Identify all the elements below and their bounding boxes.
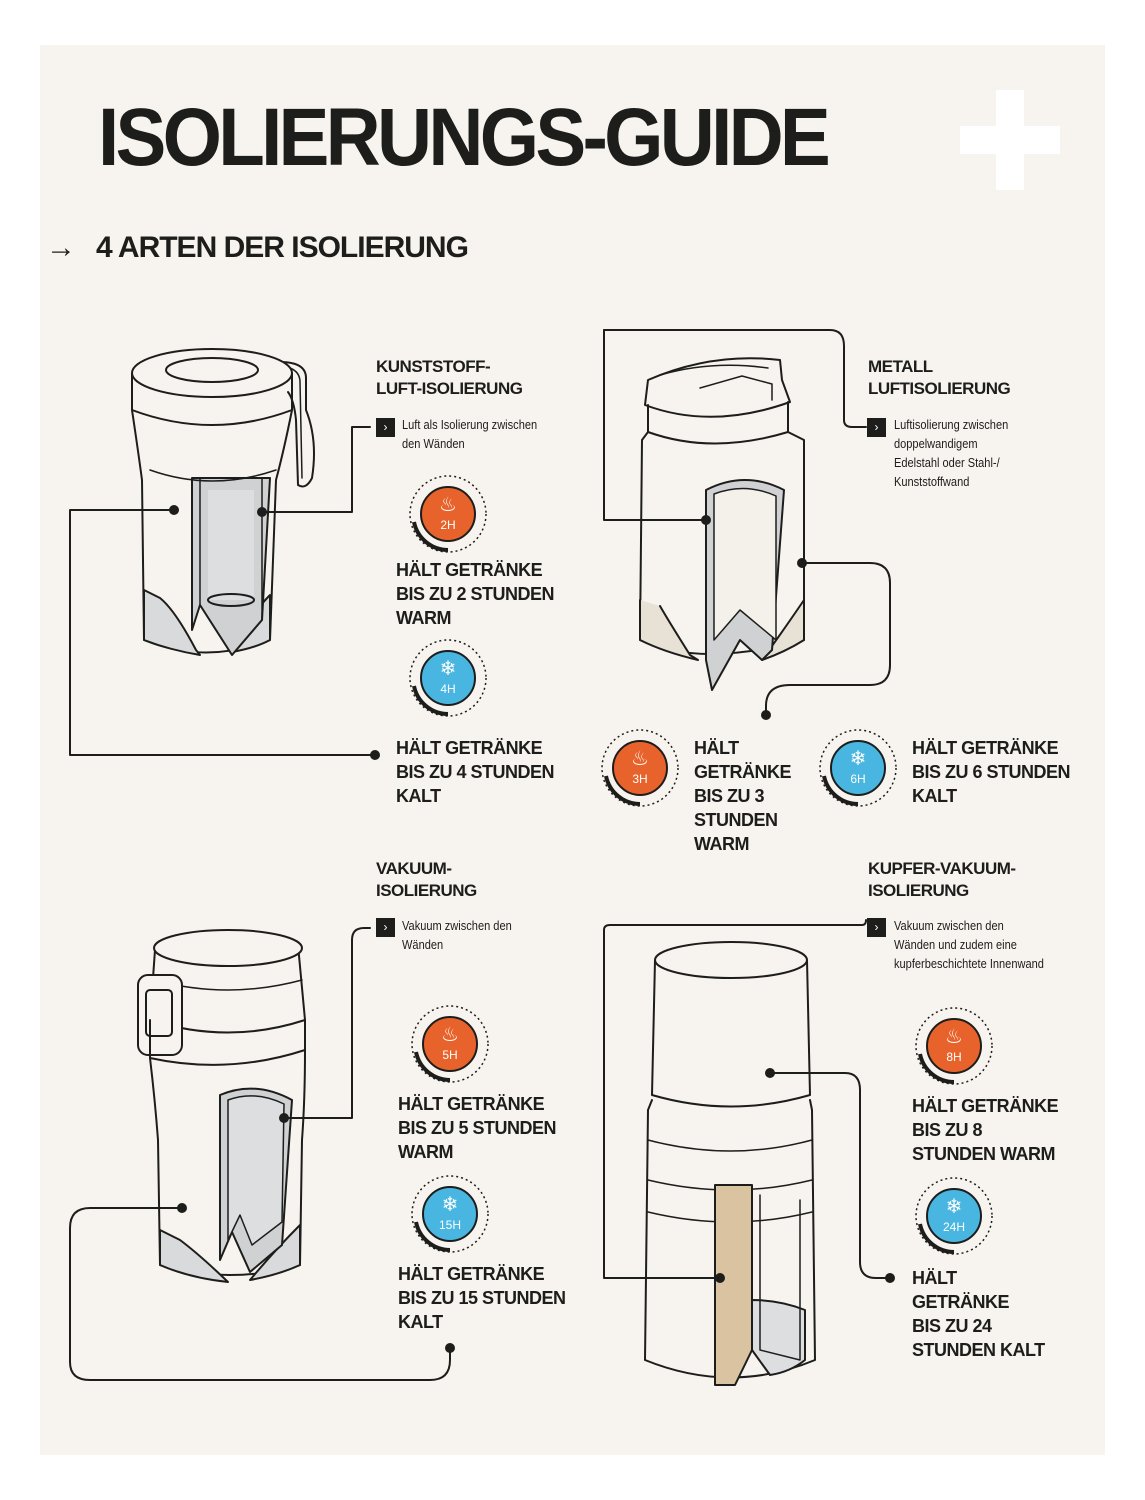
type-4-description-line: Vakuum zwischen den [894, 918, 1004, 933]
type-4-warm-caption [912, 1094, 1058, 1166]
caption-line: BIS ZU 8 [912, 1120, 983, 1140]
type-2-description-line: Luftisolierung zwischen [894, 417, 1009, 432]
type-3-heading-line: ISOLIERUNG [376, 881, 477, 900]
type-3-description [402, 916, 512, 954]
caption-line: STUNDEN KALT [912, 1340, 1045, 1360]
type-2-warm-caption [694, 736, 791, 856]
caption-line: STUNDEN WARM [912, 1144, 1055, 1164]
section-subtitle: 4 ARTEN DER ISOLIERUNG [96, 231, 468, 264]
type-1-description-line: Luft als Isolierung zwischen [402, 417, 538, 432]
type-2-cold-caption [912, 736, 1070, 808]
bullet-arrow-icon: › [376, 918, 395, 937]
type-3-heading-line: VAKUUM- [376, 859, 452, 878]
caption-line: BIS ZU 24 [912, 1316, 992, 1336]
type-4-cold-caption [912, 1266, 1045, 1362]
type-3-warm-badge [408, 1002, 492, 1086]
type-4-heading [868, 858, 1016, 902]
snowflake-icon: ❄ [439, 658, 457, 680]
type-3-cold-caption [398, 1262, 566, 1334]
metal-air-tumbler-illustration [604, 330, 866, 690]
caption-line: HÄLT GETRÄNKE [912, 738, 1059, 758]
caption-line: GETRÄNKE [694, 762, 792, 782]
snowflake-icon: ❄ [441, 1194, 459, 1216]
hours-label: 15H [438, 1218, 461, 1232]
type-2-description [894, 415, 1008, 491]
caption-line: KALT [912, 786, 957, 806]
type-3-heading [376, 858, 477, 902]
caption-line: BIS ZU 5 STUNDEN [398, 1118, 557, 1138]
type-1-cold-caption [396, 736, 554, 808]
bullet-arrow-icon: › [867, 918, 886, 937]
type-4-description-line: Wänden und zudem eine [894, 937, 1017, 952]
caption-line: KALT [396, 786, 441, 806]
caption-line: BIS ZU 4 STUNDEN [396, 762, 555, 782]
caption-line: WARM [396, 608, 451, 628]
type-3-description-line: Vakuum zwischen den [402, 918, 512, 933]
type-2-cold-badge [816, 726, 900, 810]
type-1-warm-caption [396, 558, 554, 630]
steam-icon: ♨ [441, 1024, 459, 1046]
type-1-description [402, 415, 537, 453]
caption-line: WARM [398, 1142, 453, 1162]
type-3-warm-caption [398, 1092, 556, 1164]
caption-line: BIS ZU 3 [694, 786, 765, 806]
type-2-warm-badge [598, 726, 682, 810]
caption-line: HÄLT GETRÄNKE [398, 1094, 545, 1114]
type-1-cold-badge [406, 636, 490, 720]
vacuum-mug-illustration [138, 930, 305, 1282]
hours-label: 5H [442, 1048, 458, 1062]
caption-line: HÄLT GETRÄNKE [396, 738, 543, 758]
hours-label: 4H [440, 682, 456, 696]
arrow-right-icon: → [46, 231, 76, 264]
plastic-air-mug-illustration [132, 349, 314, 655]
hours-label: 8H [946, 1050, 962, 1064]
type-2-description-line: Kunststoffwand [894, 474, 970, 489]
hours-label: 24H [942, 1220, 965, 1234]
caption-line: BIS ZU 2 STUNDEN [396, 584, 555, 604]
type-1-heading-line: KUNSTSTOFF- [376, 357, 491, 376]
hours-label: 2H [440, 518, 456, 532]
bullet-arrow-icon: › [867, 418, 886, 437]
caption-line: HÄLT GETRÄNKE [398, 1264, 545, 1284]
type-1-warm-badge [406, 472, 490, 556]
copper-vacuum-bottle-illustration [645, 942, 815, 1385]
type-3-cold-badge [408, 1172, 492, 1256]
snowflake-icon: ❄ [849, 748, 867, 770]
steam-icon: ♨ [439, 494, 457, 516]
type-4-description-line: kupferbeschichtete Innenwand [894, 956, 1044, 971]
page-title: ISOLIERUNGS-GUIDE [98, 92, 828, 183]
caption-line: STUNDEN [694, 810, 778, 830]
type-2-description-line: doppelwandigem [894, 436, 978, 451]
caption-line: KALT [398, 1312, 443, 1332]
caption-line: BIS ZU 15 STUNDEN [398, 1288, 566, 1308]
steam-icon: ♨ [631, 748, 649, 770]
steam-icon: ♨ [945, 1026, 963, 1048]
type-4-warm-badge [912, 1004, 996, 1088]
type-2-heading-line: METALL [868, 357, 933, 376]
type-2-description-line: Edelstahl oder Stahl-/ [894, 455, 1000, 470]
type-4-cold-badge [912, 1174, 996, 1258]
caption-line: HÄLT GETRÄNKE [396, 560, 543, 580]
bullet-arrow-icon: › [376, 418, 395, 437]
caption-line: WARM [694, 834, 749, 854]
type-1-heading-line: LUFT-ISOLIERUNG [376, 379, 523, 398]
hours-label: 6H [850, 772, 866, 786]
caption-line: GETRÄNKE [912, 1292, 1010, 1312]
caption-line: HÄLT [694, 738, 739, 758]
caption-line: BIS ZU 6 STUNDEN [912, 762, 1071, 782]
type-1-heading [376, 356, 522, 400]
snowflake-icon: ❄ [945, 1196, 963, 1218]
type-3-description-line: Wänden [402, 937, 444, 952]
hours-label: 3H [632, 772, 648, 786]
type-2-heading-line: LUFTISOLIERUNG [868, 379, 1011, 398]
type-1-description-line: den Wänden [402, 436, 465, 451]
caption-line: HÄLT GETRÄNKE [912, 1096, 1059, 1116]
type-4-heading-line: KUPFER-VAKUUM- [868, 859, 1016, 878]
type-4-heading-line: ISOLIERUNG [868, 881, 969, 900]
type-2-heading [868, 356, 1010, 400]
type-4-description [894, 916, 1044, 973]
caption-line: HÄLT [912, 1268, 957, 1288]
